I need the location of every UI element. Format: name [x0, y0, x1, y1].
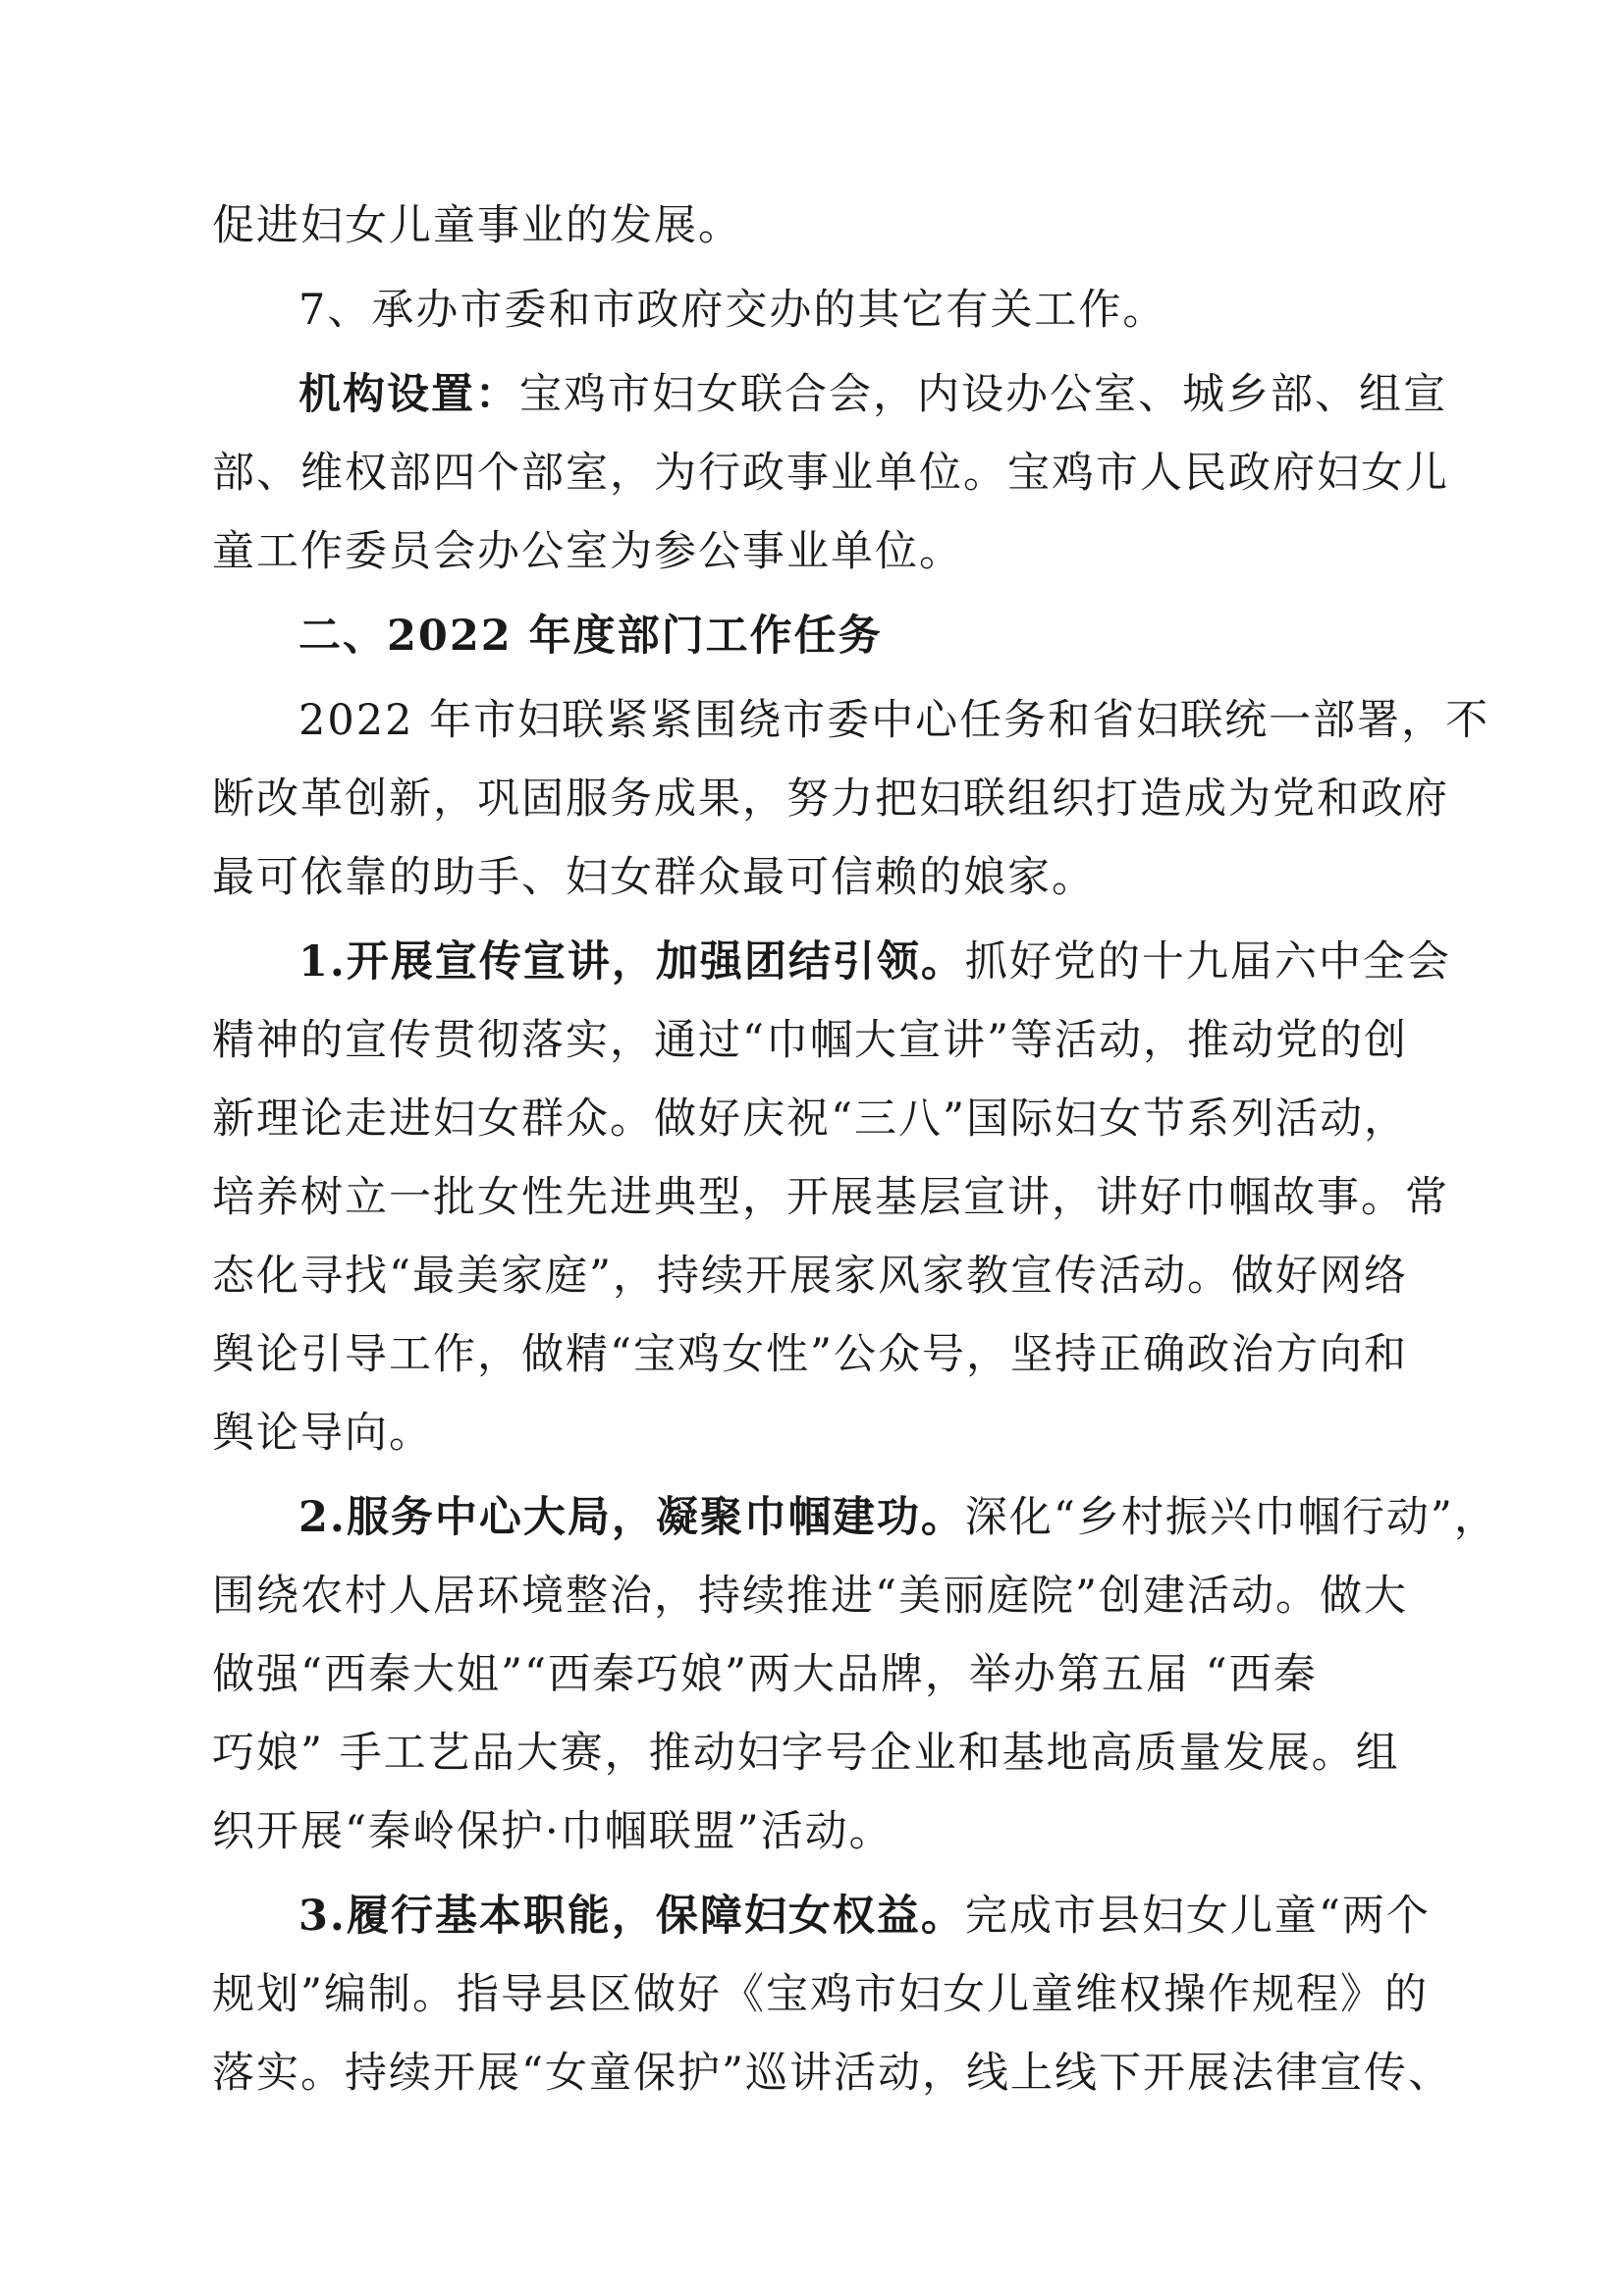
- section-title: 二、2022 年度部门工作任务: [298, 612, 883, 661]
- text-line: 舆论导向。: [212, 1409, 433, 1458]
- text-line: 巧娘” 手工艺品大赛，推动妇字号企业和基地高质量发展。组: [212, 1729, 1400, 1778]
- text-line: 舆论引导工作，做精“宝鸡女性”公众号，坚持正确政治方向和: [212, 1330, 1408, 1379]
- text-line: 部、维权部四个部室，为行政事业单位。宝鸡市人民政府妇女儿: [212, 449, 1449, 498]
- text-run: 抓好党的十九届六中全会: [964, 937, 1451, 987]
- text-line: 童工作委员会办公室为参公事业单位。: [212, 527, 963, 576]
- paragraph-continuation: [212, 187, 1420, 265]
- text-line: 新理论走进妇女群众。做好庆祝“三八”国际妇女节系列活动，: [212, 1095, 1408, 1144]
- text-line: 精神的宣传贯彻落实，通过“巾帼大宣讲”等活动，推动党的创: [212, 1016, 1408, 1065]
- text-line: 断改革创新，巩固服务成果，努力把妇联组织打造成为党和政府: [212, 774, 1449, 824]
- text-line: [212, 1478, 1498, 1557]
- text-run: 完成市县妇女儿童“两个: [964, 1892, 1431, 1941]
- text-line: [212, 1877, 1431, 1955]
- paragraph-task-2: [212, 1478, 1498, 1871]
- text-line: 织开展“秦岭保护·巾帼联盟”活动。: [212, 1807, 893, 1856]
- paragraph-task-1: [212, 923, 1451, 1472]
- paragraph-heading: 机构设置：: [298, 370, 519, 419]
- text-line: 培养树立一批女性先进典型，开展基层宣讲，讲好巾帼故事。常: [212, 1173, 1449, 1222]
- text-run: 宝鸡市妇女联合会，内设办公室、城乡部、组宣: [519, 370, 1447, 419]
- text-run: 深化“乡村振兴巾帼行动”，: [964, 1493, 1498, 1542]
- document-body: [212, 187, 1498, 2112]
- paragraph-task-3: [212, 1877, 1452, 2112]
- section-heading: [212, 597, 1420, 675]
- text-line: 规划”编制。指导县区做好《宝鸡市妇女儿童维权操作规程》的: [212, 1970, 1429, 2019]
- paragraph-item-7: [212, 271, 1420, 349]
- paragraph-organization: [212, 355, 1449, 591]
- text-line: 落实。持续开展“女童保护”巡讲活动，线上线下开展法律宣传、: [212, 2049, 1452, 2098]
- text-line: 做强“西秦大姐”“西秦巧娘”两大品牌，举办第五届 “西秦: [212, 1650, 1318, 1699]
- text-line: [212, 923, 1451, 1001]
- text-line: 最可依靠的助手、妇女群众最可信赖的娘家。: [212, 853, 1096, 902]
- text-line: 围绕农村人居环境整治，持续推进“美丽庭院”创建活动。做大: [212, 1572, 1408, 1621]
- paragraph-heading: 3.履行基本职能，保障妇女权益。: [298, 1892, 965, 1941]
- paragraph-heading: 1.开展宣传宣讲，加强团结引领。: [298, 937, 965, 987]
- paragraph-intro: [212, 681, 1490, 917]
- text-line: 促进妇女儿童事业的发展。: [212, 201, 742, 250]
- text-line: 2022 年市妇联紧紧围绕市委中心任务和省妇联统一部署，不: [298, 696, 1490, 745]
- text-line: 态化寻找“最美家庭”，持续开展家风家教宣传活动。做好网络: [212, 1252, 1408, 1301]
- paragraph-heading: 2.服务中心大局，凝聚巾帼建功。: [298, 1493, 965, 1542]
- text-line: [212, 355, 1447, 434]
- text-line: 7、承办市委和市政府交办的其它有关工作。: [298, 286, 1167, 335]
